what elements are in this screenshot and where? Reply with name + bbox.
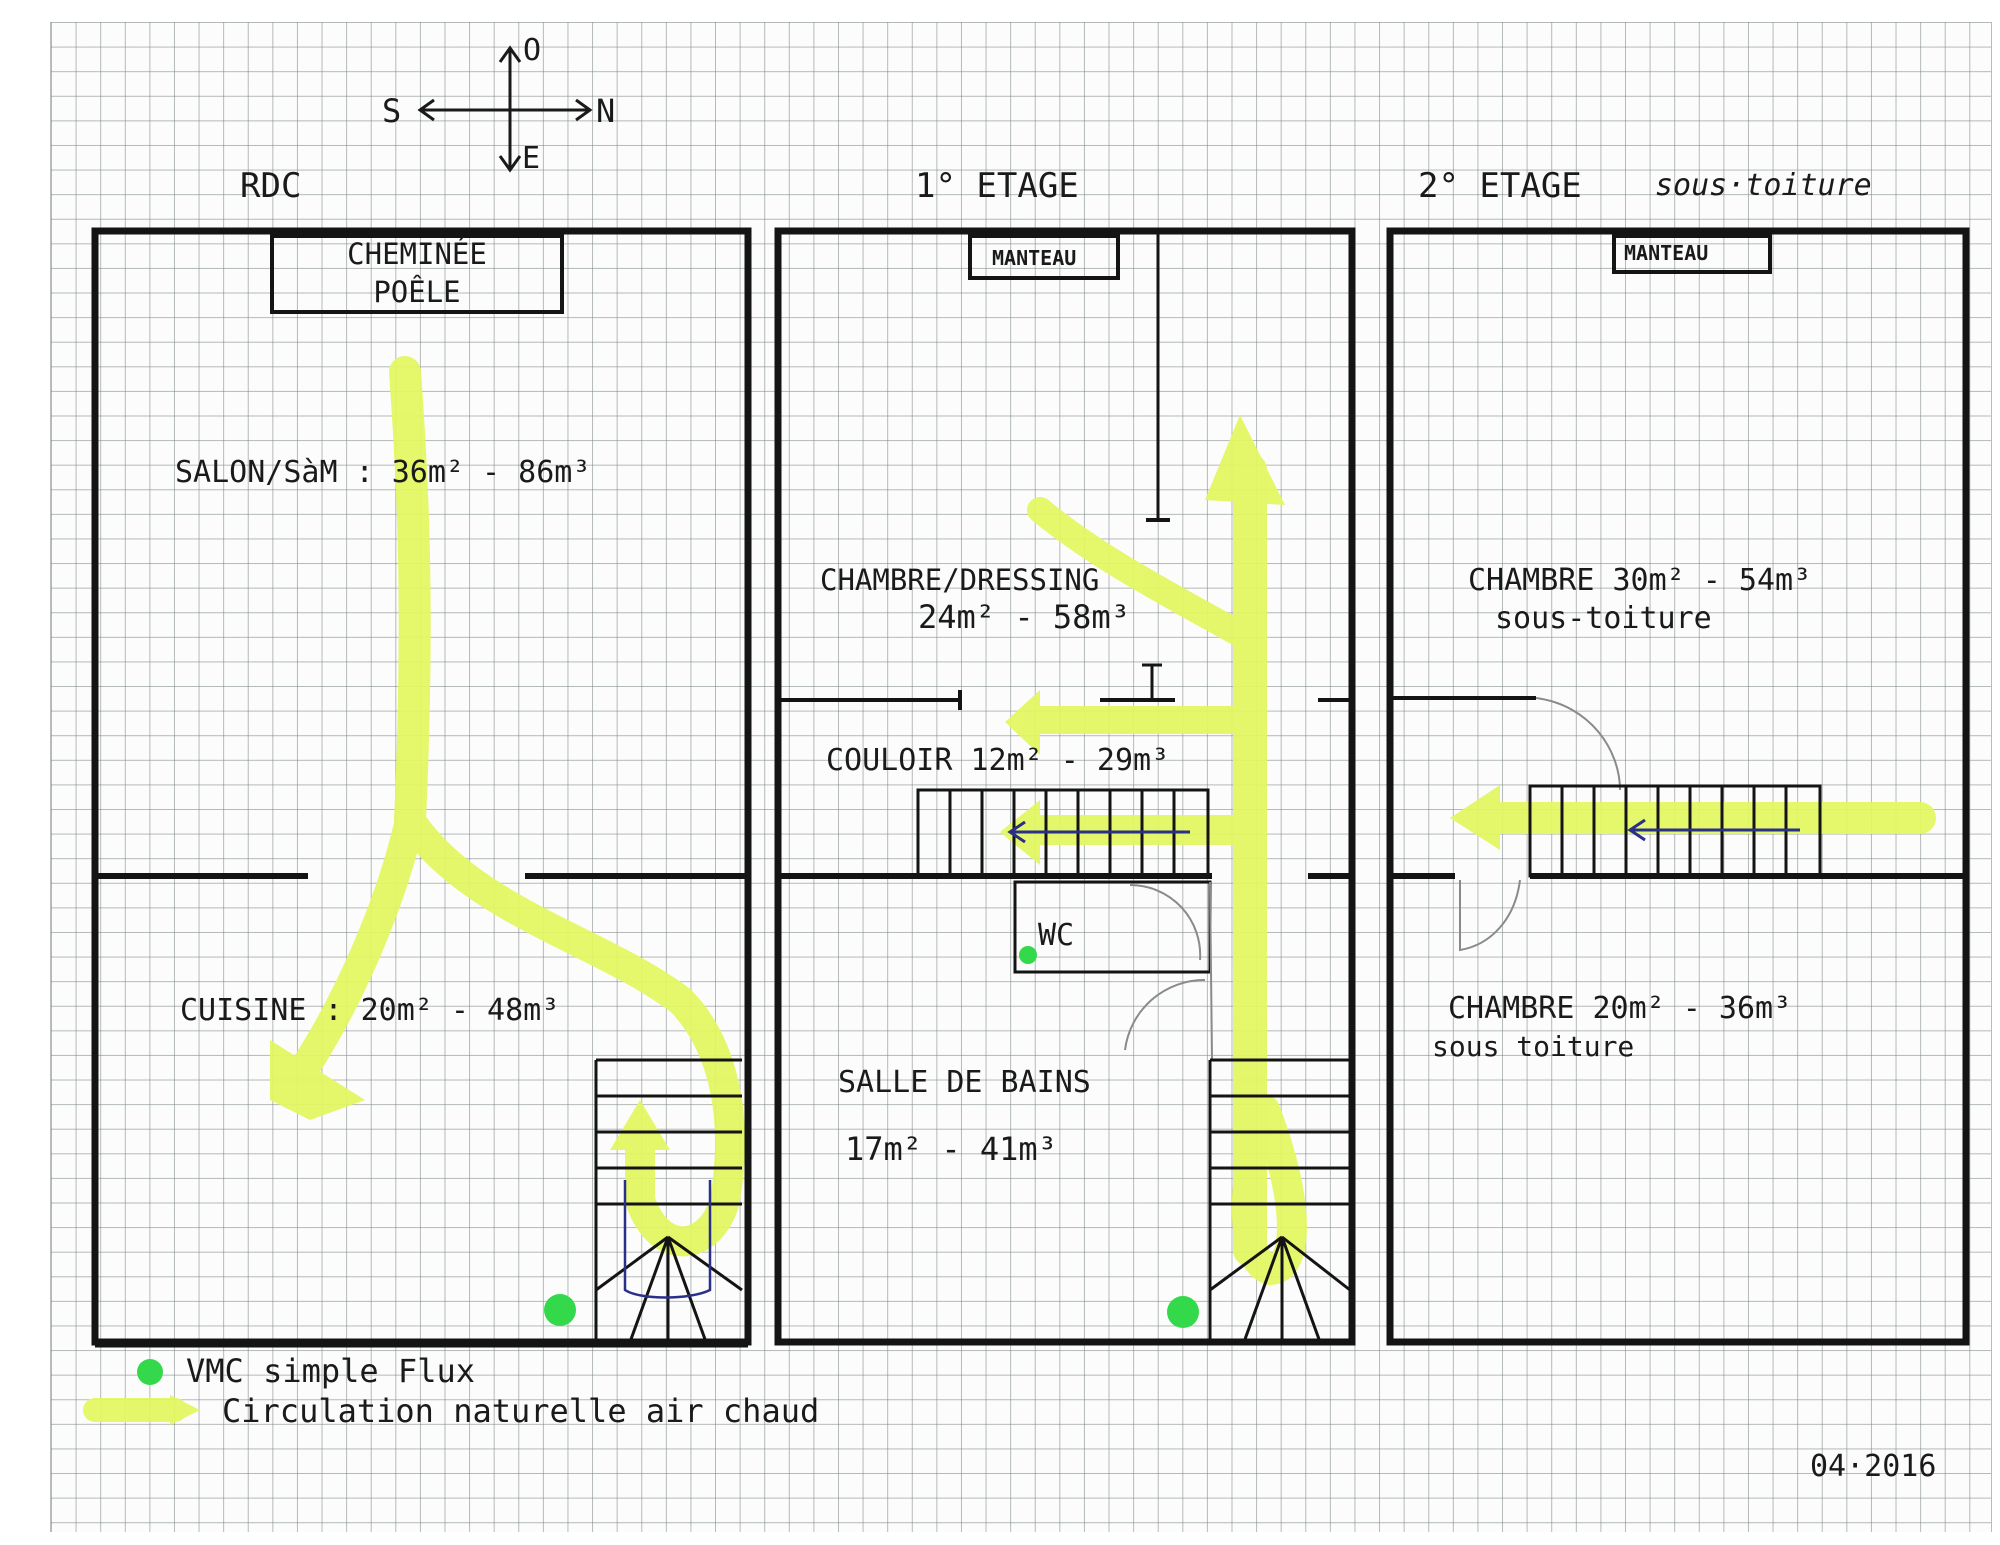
- fireplace-label-line1: CHEMINÉE: [347, 237, 487, 271]
- vmc-dot-wc: [1019, 946, 1037, 964]
- airflow-rdc-arrowhead-stairs: [610, 1100, 670, 1150]
- room-chambre-a-label: CHAMBRE 30m² - 54m³: [1468, 563, 1812, 598]
- airflow-arrows: [95, 372, 1920, 1425]
- room-couloir-label: COULOIR 12m² - 29m³: [826, 743, 1170, 778]
- legend-airflow-label: Circulation naturelle air chaud: [222, 1392, 820, 1430]
- etage2-mantel-label: MANTEAU: [1624, 241, 1709, 265]
- floor-title-rdc: RDC: [240, 166, 302, 206]
- room-sdb-area: 17m² - 41m³: [845, 1130, 1057, 1168]
- room-cuisine-label: CUISINE : 20m² - 48m³: [180, 993, 560, 1028]
- floor-title-etage2-suffix: sous·toiture: [1655, 168, 1872, 203]
- compass-rose: [420, 48, 590, 170]
- room-chambre-dressing-label: CHAMBRE/DRESSING: [820, 563, 1100, 597]
- legend-vmc-label: VMC simple Flux: [186, 1352, 475, 1390]
- airflow-rdc-to-stairs: [410, 820, 730, 1241]
- vmc-dot-rdc: [544, 1294, 576, 1326]
- room-chambre-dressing-area: 24m² - 58m³: [918, 598, 1130, 636]
- legend-vmc-dot: [137, 1359, 163, 1385]
- wc-door-swing: [1130, 885, 1200, 960]
- room-salon-label: SALON/SàM : 36m² - 86m³: [175, 455, 591, 490]
- airflow-rdc-trunk: [405, 372, 415, 820]
- compass-east-label: E: [522, 141, 541, 176]
- floor-title-etage2: 2° ETAGE: [1418, 166, 1582, 206]
- airflow-e1-arrowhead-up: [1205, 415, 1285, 505]
- compass-west-label: O: [523, 33, 542, 68]
- etage1-mantel-label: MANTEAU: [992, 246, 1077, 270]
- room-chambre-b-sub: sous toiture: [1432, 1030, 1635, 1063]
- etage2-door-swing-b: [1460, 880, 1520, 950]
- drawing-date: 04·2016: [1810, 1449, 1937, 1484]
- airflow-e2-arrowhead: [1450, 785, 1500, 850]
- room-wc-label: WC: [1038, 918, 1075, 953]
- etage2-door-swing-a: [1536, 698, 1620, 790]
- airflow-rdc-to-kitchen: [300, 820, 410, 1075]
- compass-south-label: S: [382, 92, 402, 130]
- fireplace-label-line2: POÊLE: [373, 275, 461, 309]
- room-chambre-b-label: CHAMBRE 20m² - 36m³: [1448, 991, 1792, 1026]
- floor-title-etage1: 1° ETAGE: [915, 166, 1079, 206]
- plan-etage2: [1390, 231, 1966, 1342]
- sdb-door-swing: [1125, 980, 1205, 1050]
- vmc-dot-etage1: [1167, 1296, 1199, 1328]
- compass-north-label: N: [596, 92, 616, 130]
- room-sdb-label: SALLE DE BAINS: [838, 1065, 1091, 1100]
- room-chambre-a-sub: sous-toiture: [1495, 601, 1712, 636]
